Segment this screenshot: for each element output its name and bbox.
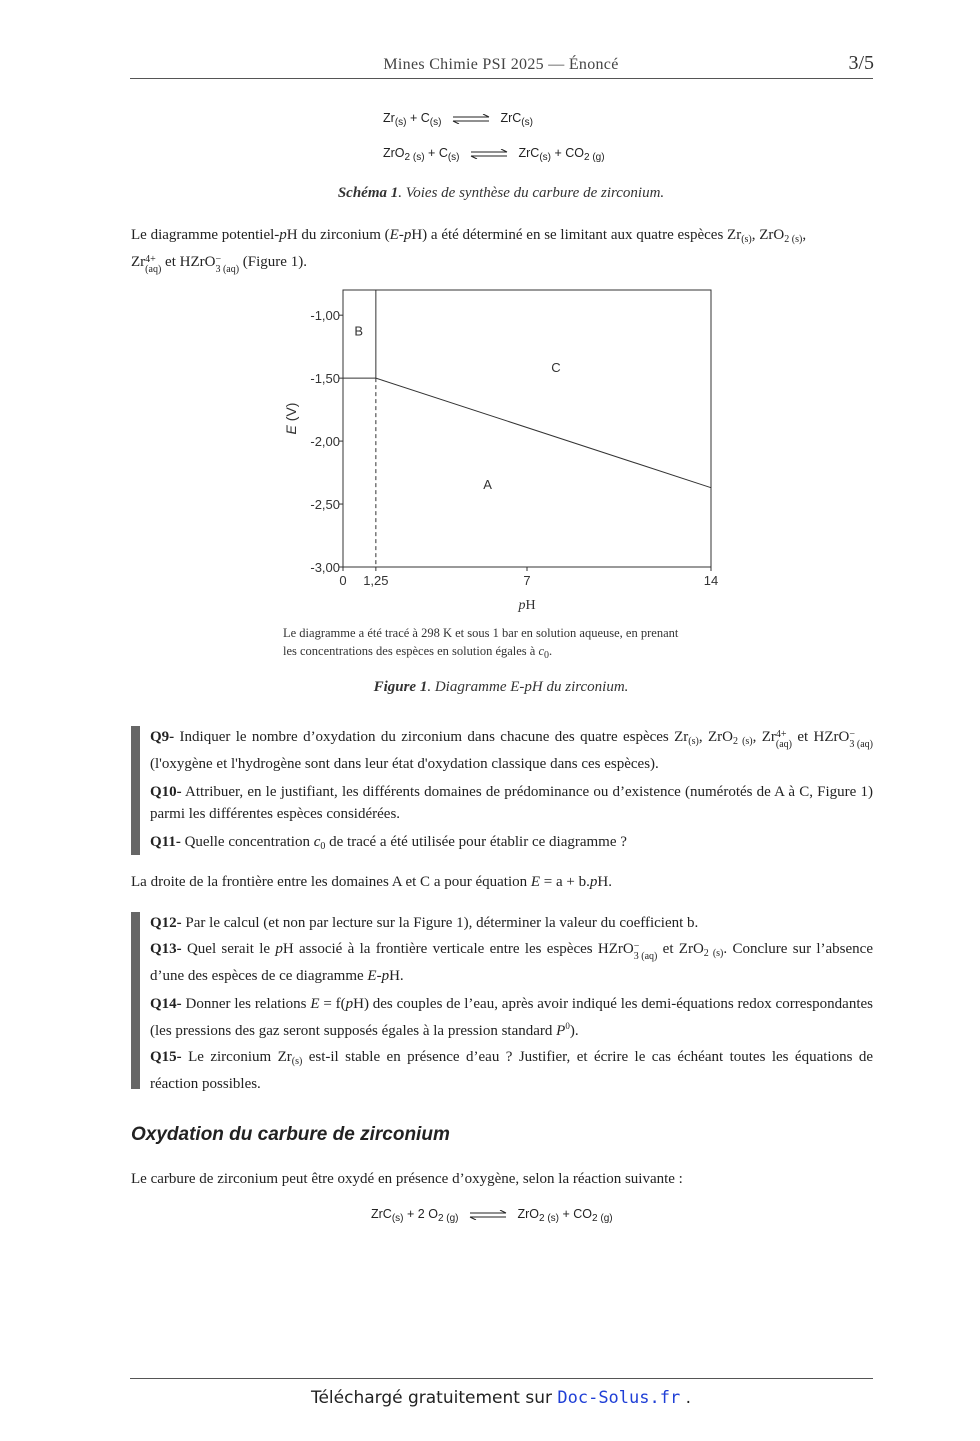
question-q14: Q14- Donner les relations E = f(pH) des couples de l’eau, après avoir indiqué les demi-équations redox correspondantes (les pressions des gaz seront supposés égales à la pression standard $P^0$). [150,996,874,1039]
question-q10: Q10- Attribuer, en le justifiant, les différents domaines de prédominance ou d’existence (numérotés de A à C, Figure 1) parmi les différentes espèces considérées. [150,784,873,822]
x-tick-label: 1,25 [363,573,389,588]
reaction-zrc-oxidation: ZrC$_{(s)}$ + 2 $O_{2 (g)}$ $ZrO_{2 (s)} + CO_{2 (g)}$ [371,1207,613,1224]
y-tick-label: -2,50 [310,497,340,513]
x-tick-label: 14 [703,573,719,588]
question-q13: Q13- Quel serait le pH associé à la frontière verticale entre les espèces HZrO − 3 (aq) et ZrO$_{2 (s)}$. Conclure sur l’absence d’une des espèces de ce diagramme E-pH. [150,941,873,984]
question-q12: Q12- Par le calcul (et non par lecture sur la Figure 1), déterminer la valeur du coefficient b. [150,915,699,931]
schema-caption: Schéma 1. Voies de synthèse du carbure de zirconium. [337,185,665,201]
footer-link[interactable]: Doc-Solus.fr [557,1388,681,1408]
question-q9: Q9- Indiquer le nombre d’oxydation du zirconium dans chacune des quatre espèces $Zr_{(s)}$, ZrO$_{2 (s)}$, Zr 4+ (aq) et HZrO − 3 (aq) (l'oxygène et l'hydrogène sont dans leur état d'oxydation classique dans ces espèces). [150,729,873,772]
y-axis-label: E (V) [283,402,299,435]
plot-frame [343,290,711,567]
question-q11: Q11- Quelle concentration $c_0$ de tracé a été utilisée pour établir ce diagramme ? [150,834,627,852]
region-label-c: C [551,359,561,375]
equilibrium-arrow-icon [469,149,509,159]
equilibrium-arrow-icon [468,1210,508,1220]
intro-paragraph: Le diagramme potentiel-pH du zirconium (E-pH) a été déterminé en se limitant aux quatre espèces $Zr_{(s)}$, ZrO$_{2 (s)}$, Zr 4+ (aq) et HZrO − 3 (aq) (Figure 1). [131,227,807,275]
question-block-2 [131,912,874,1092]
x-tick-label: 0 [339,573,347,588]
boundary-equation-text: La droite de la frontière entre les domaines A et C a pour équation E = a + b.pH. [131,874,612,890]
footer-rule [130,1378,873,1379]
y-tick-label: -3,00 [310,560,340,575]
figure-caption: Figure 1. Diagramme E-pH du zirconium. [373,679,629,695]
region-label-a: A [483,476,492,492]
figure-note: Le diagramme a été tracé à 298 K et sous 1 bar en solution aqueuse, en prenant les concentrations des espèces en solution égales à $c_0$. [283,626,679,661]
e-ph-diagram [270,280,740,625]
question-q15: Q15- Le zirconium $Zr_{(s)}$ est-il stable en présence d’eau ? Justifier, et écrire le cas échéant toutes les équations de réaction possibles. [150,1049,873,1092]
y-tick-label: -1,00 [310,308,340,324]
reaction-zro2-c: $ZrO_{2 (s)} + C_{(s)}$ $ZrC_{(s)} + CO_{2 (g)}$ [383,146,605,163]
header-title: Mines Chimie PSI 2025 — Énoncé [383,56,619,73]
boundary-line [376,378,711,488]
section-heading: Oxydation du carbure de zirconium [131,1124,450,1145]
x-axis-label: pH [518,598,536,613]
question-block-1 [131,726,873,855]
y-tick-label: -2,00 [310,434,340,450]
oxidation-intro: Le carbure de zirconium peut être oxydé en présence d’oxygène, selon la réaction suivante : [131,1171,683,1187]
reaction-zr-c: $Zr_{(s)} + C_{(s)}$ ZrC$_{(s)}$ [383,111,533,128]
region-label-b: B [354,323,364,339]
equilibrium-arrow-icon [451,114,491,124]
footer: Téléchargé gratuitement sur Doc-Solus.fr . [310,1388,692,1408]
x-tick-label: 7 [523,573,531,588]
header-rule [130,78,873,79]
page-number: 3/5 [848,52,874,74]
y-tick-label: -1,50 [310,371,340,387]
